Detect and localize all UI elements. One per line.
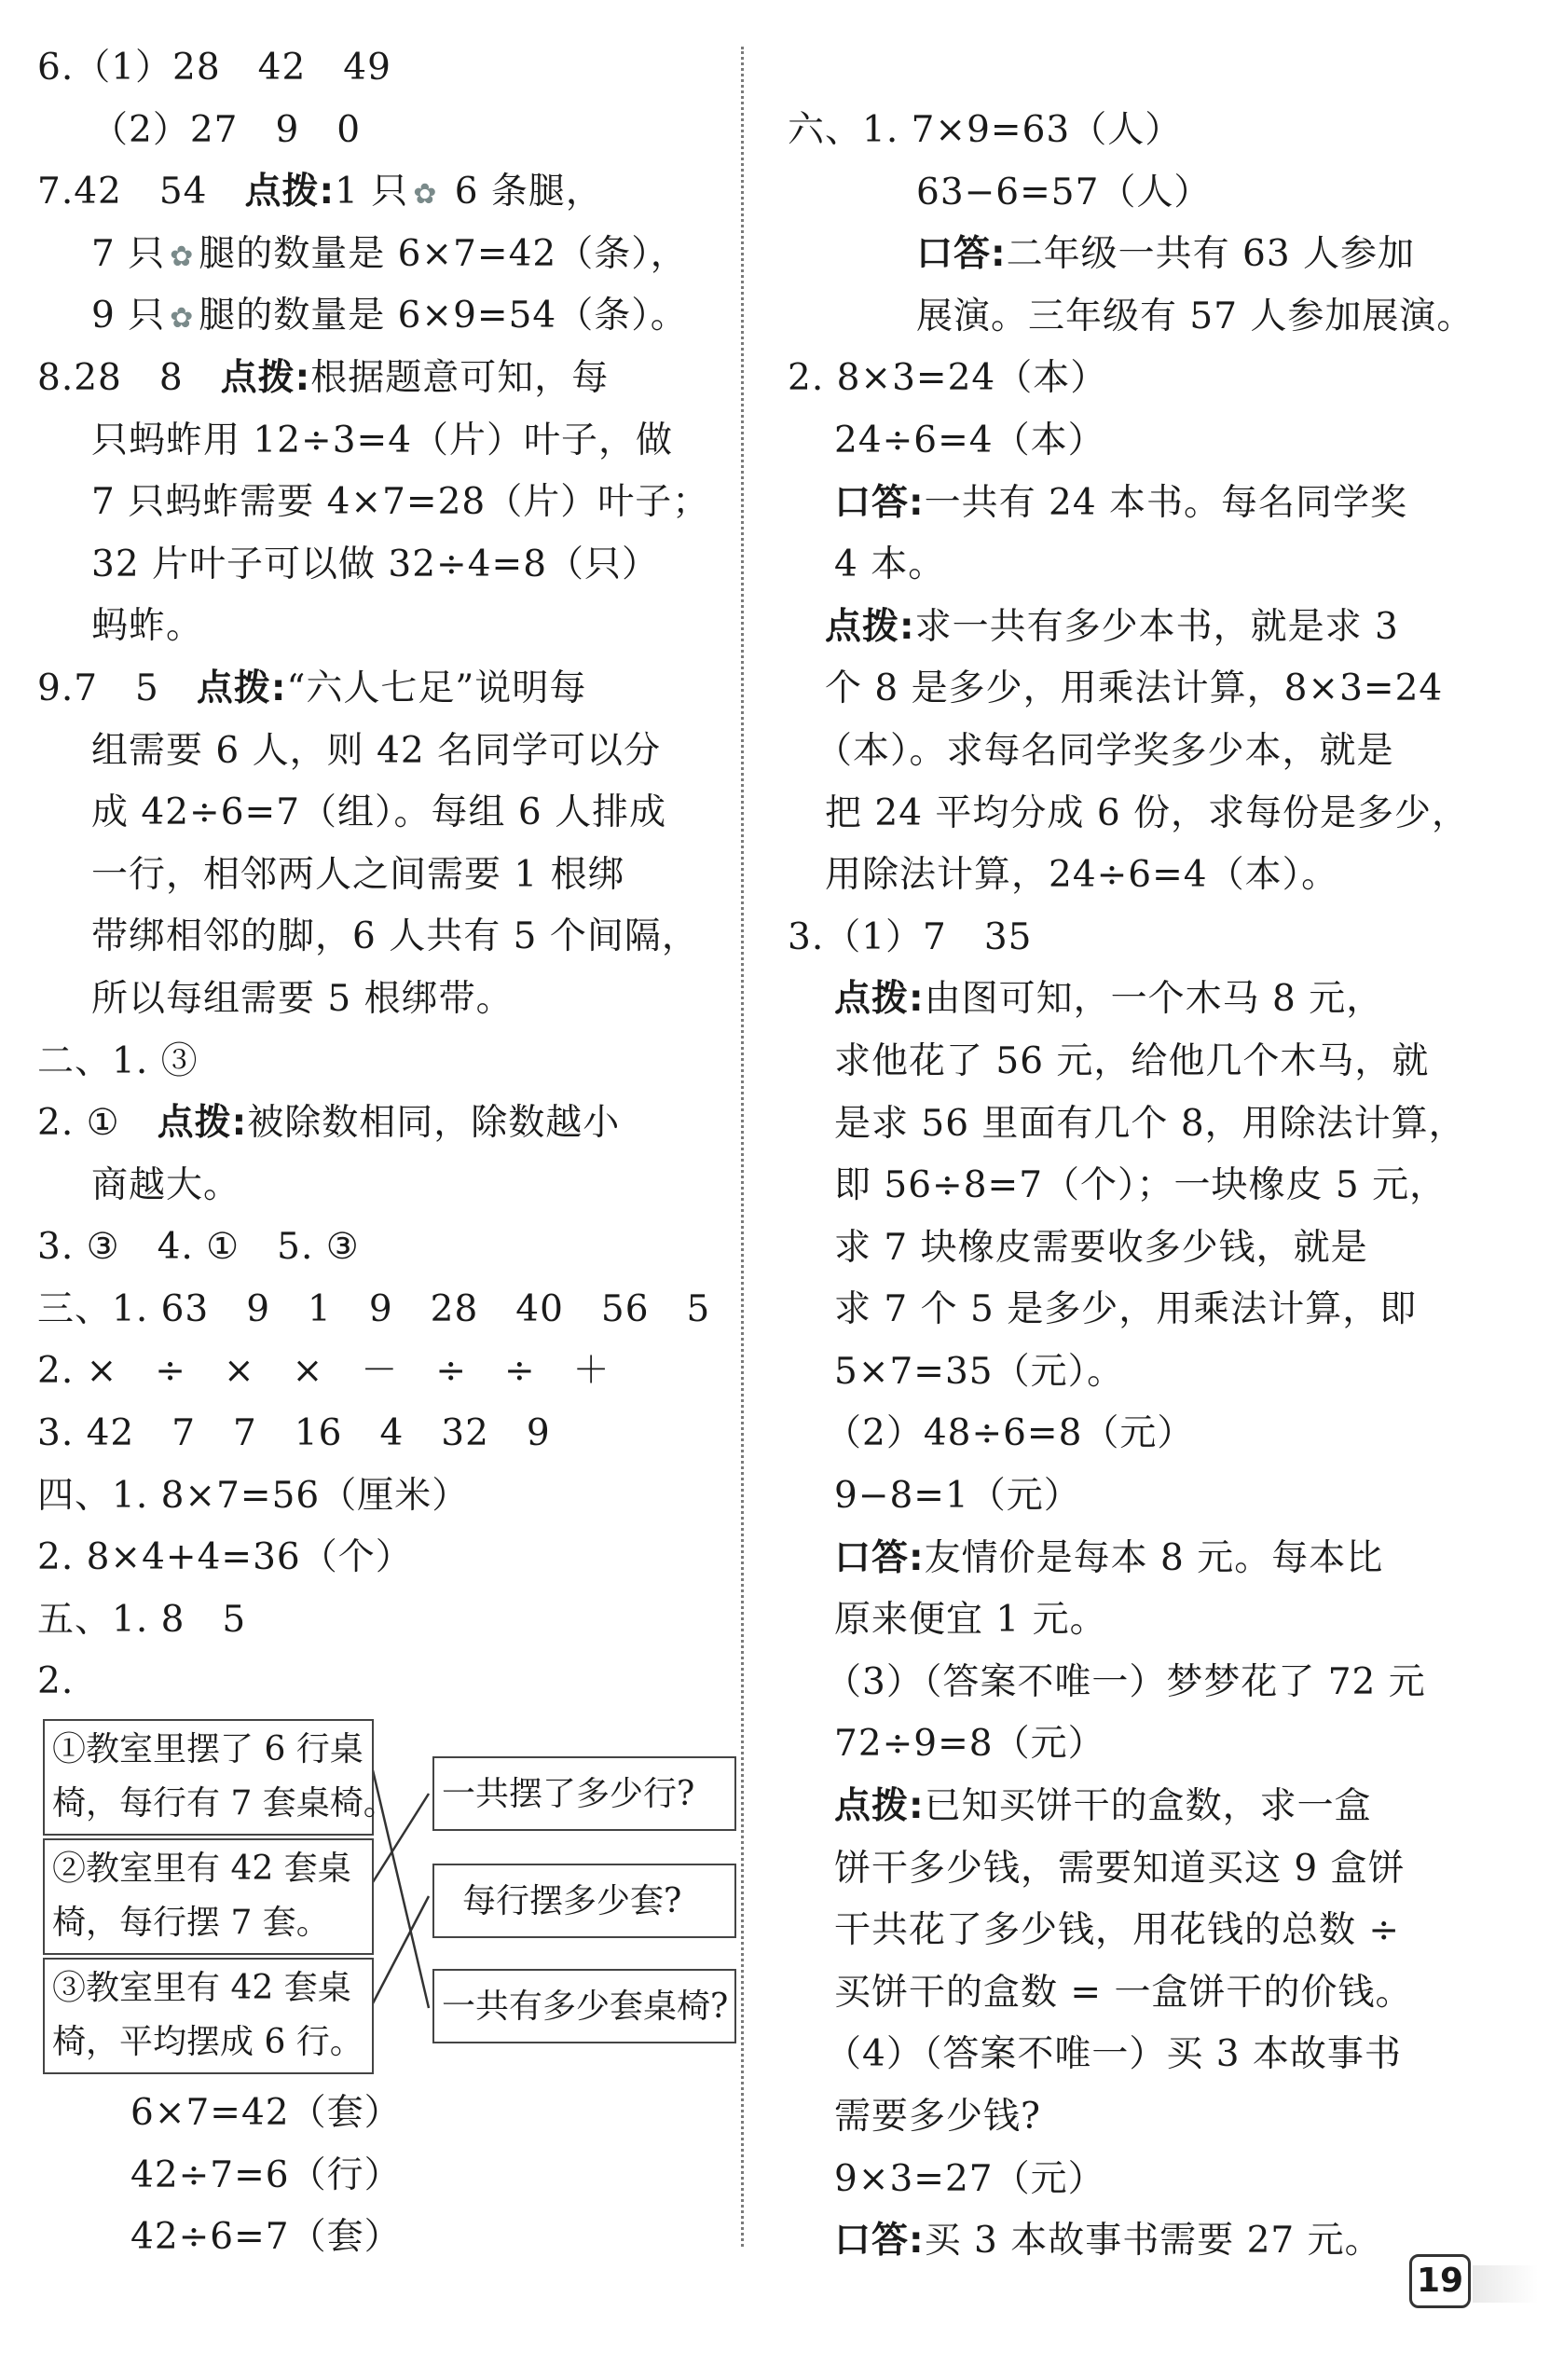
answer-line: 3. 42 7 7 16 4 32 9 xyxy=(37,1412,551,1455)
answer-line: 9−8=1（元） xyxy=(834,1475,1081,1518)
matching-diagram xyxy=(37,1719,727,2083)
answer-line: 点拨:由图可知，一个木马 8 元， xyxy=(834,978,1384,1021)
answer-line: 口答:二年级一共有 63 人参加 xyxy=(916,233,1416,276)
answer-line: 商越大。 xyxy=(91,1163,241,1206)
answer-line: 把 24 平均分成 6 份，求每份是多少， xyxy=(825,791,1470,834)
answer-line: （4）（答案不唯一）买 3 本故事书 xyxy=(825,2033,1402,2076)
answer-line: 63−6=57（人） xyxy=(916,171,1212,213)
page-number: 19 xyxy=(1409,2254,1471,2308)
answer-line: 8.28 8 点拨:根据题意可知，每 xyxy=(37,356,610,399)
question-box: ③教室里有 42 套桌 椅，平均摆成 6 行。 xyxy=(43,1958,374,2074)
hint-label: 点拨: xyxy=(825,605,915,648)
answer-line: 五、1. 8 5 xyxy=(37,1598,247,1641)
answer-line: 需要多少钱? xyxy=(834,2096,1041,2138)
answer-line: 求 7 块橡皮需要收多少钱，就是 xyxy=(834,1226,1368,1269)
answer-line: 二、1. ③ xyxy=(37,1039,199,1082)
column-divider xyxy=(741,47,744,2247)
hint-label: 点拨: xyxy=(157,1102,248,1145)
answer-label: 口答: xyxy=(916,233,1007,276)
answer-line: 组需要 6 人，则 42 名同学可以分 xyxy=(91,729,662,772)
answer-line: 一行，相邻两人之间需要 1 根绑 xyxy=(91,853,625,896)
answer-line: 6.（1）28 42 49 xyxy=(37,47,391,89)
hint-label: 点拨: xyxy=(196,667,287,709)
match-line xyxy=(373,1896,429,2003)
answer-line: 求 7 个 5 是多少，用乘法计算，即 xyxy=(834,1288,1418,1331)
answer-line: 是求 56 里面有几个 8，用除法计算， xyxy=(834,1102,1466,1145)
ladybug-icon: ✿ xyxy=(170,302,195,336)
answer-line: 2. xyxy=(37,1660,75,1703)
answer-line: 5×7=35（元）。 xyxy=(834,1350,1125,1393)
answer-label: 口答: xyxy=(834,481,925,524)
answer-line: 42÷6=7（套） xyxy=(130,2216,402,2259)
answer-box: 一共有多少套桌椅? xyxy=(432,1969,736,2043)
answer-line: 42÷7=6（行） xyxy=(130,2153,402,2196)
answer-line: 2. 8×4+4=36（个） xyxy=(37,1536,413,1579)
answer-line: 带绑相邻的脚，6 人共有 5 个间隔， xyxy=(91,915,699,958)
ladybug-icon: ✿ xyxy=(413,178,438,212)
answer-line: 6×7=42（套） xyxy=(130,2092,402,2135)
answer-line: 只蚂蚱用 12÷3=4（片）叶子，做 xyxy=(91,419,674,461)
answer-line: 9 只 ✿ 腿的数量是 6×9=54（条）。 xyxy=(37,285,727,348)
answer-line: （本）。求每名同学奖多少本，就是 xyxy=(816,729,1394,772)
answer-line: 所以每组需要 5 根绑带。 xyxy=(91,977,514,1020)
answer-line: 原来便宜 1 元。 xyxy=(834,1599,1107,1642)
answer-line: 即 56÷8=7（个）；一块橡皮 5 元， xyxy=(834,1164,1447,1207)
answer-line: 7.42 54 点拨:1 只 ✿ 6 条腿， xyxy=(37,161,727,224)
ladybug-icon: ✿ xyxy=(170,240,195,273)
answer-line: 干共花了多少钱，用花钱的总数 ÷ xyxy=(834,1909,1401,1952)
answer-line: （2）48÷6=8（元） xyxy=(825,1412,1195,1455)
answer-box: 每行摆多少套? xyxy=(432,1864,736,1938)
answer-box: 一共摆了多少行? xyxy=(432,1756,736,1831)
answer-line: 2. 8×3=24（本） xyxy=(788,357,1108,400)
left-column xyxy=(37,37,727,2269)
answer-line: 六、1. 7×9=63（人） xyxy=(788,109,1183,151)
answer-line: 3. ③ 4. ① 5. ③ xyxy=(37,1226,360,1269)
answer-line: 9×3=27（元） xyxy=(834,2157,1105,2200)
answer-line: 三、1. 63 9 1 9 28 40 56 5 xyxy=(37,1287,711,1330)
answer-line: 7 只蚂蚱需要 4×7=28（片）叶子； xyxy=(91,481,710,524)
answer-line: （2）27 9 0 xyxy=(91,108,362,151)
hint-label: 点拨: xyxy=(244,171,336,213)
answer-line: 口答:友情价是每本 8 元。每本比 xyxy=(834,1536,1384,1579)
answer-line: 24÷6=4（本） xyxy=(834,419,1105,461)
page-edge-shadow xyxy=(1473,2265,1538,2303)
answer-line: 口答:一共有 24 本书。每名同学奖 xyxy=(834,481,1408,524)
hint-label: 点拨: xyxy=(220,356,311,399)
answer-line: 买饼干的盒数 = 一盒饼干的价钱。 xyxy=(834,1971,1413,2014)
answer-line: 口答:买 3 本故事书需要 27 元。 xyxy=(834,2220,1382,2263)
answer-line: 成 42÷6=7（组）。每组 6 人排成 xyxy=(91,791,667,834)
answer-line: 四、1. 8×7=56（厘米） xyxy=(37,1474,470,1517)
answer-line: 2. ① 点拨:被除数相同，除数越小 xyxy=(37,1102,621,1145)
answer-line: 用除法计算，24÷6=4（本）。 xyxy=(825,854,1339,897)
answer-line: 饼干多少钱，需要知道买这 9 盒饼 xyxy=(834,1847,1406,1890)
answer-line: 9.7 5 点拨:“六人七足”说明每 xyxy=(37,667,587,709)
answer-line: 求他花了 56 元，给他几个木马，就 xyxy=(834,1039,1430,1082)
answer-line: 2. × ÷ × × － ÷ ÷ ＋ xyxy=(37,1350,610,1393)
answer-line: 7 只 ✿ 腿的数量是 6×7=42（条）， xyxy=(37,224,727,286)
answer-line: 点拨:已知买饼干的盒数，求一盒 xyxy=(834,1785,1372,1828)
hint-label: 点拨: xyxy=(834,978,925,1021)
answer-line: 展演。三年级有 57 人参加展演。 xyxy=(916,295,1475,337)
answer-label: 口答: xyxy=(834,2220,925,2263)
answer-line: 个 8 是多少，用乘法计算，8×3=24 xyxy=(825,667,1444,710)
answer-label: 口答: xyxy=(834,1536,925,1579)
answer-line: 4 本。 xyxy=(834,543,946,586)
answer-line: 3.（1）7 35 xyxy=(788,915,1033,958)
answer-line: 点拨:求一共有多少本书，就是求 3 xyxy=(825,605,1399,648)
answer-line: 蚂蚱。 xyxy=(91,605,204,648)
answer-line: 32 片叶子可以做 32÷4=8（只） xyxy=(91,543,660,585)
hint-label: 点拨: xyxy=(834,1785,925,1828)
question-box: ①教室里摆了 6 行桌 椅，每行有 7 套桌椅。 xyxy=(43,1719,374,1836)
question-box: ②教室里有 42 套桌 椅，每行摆 7 套。 xyxy=(43,1838,374,1955)
right-column xyxy=(788,100,1496,2273)
answer-line: （3）（答案不唯一）梦梦花了 72 元 xyxy=(825,1660,1426,1703)
answer-line: 72÷9=8（元） xyxy=(834,1723,1105,1766)
